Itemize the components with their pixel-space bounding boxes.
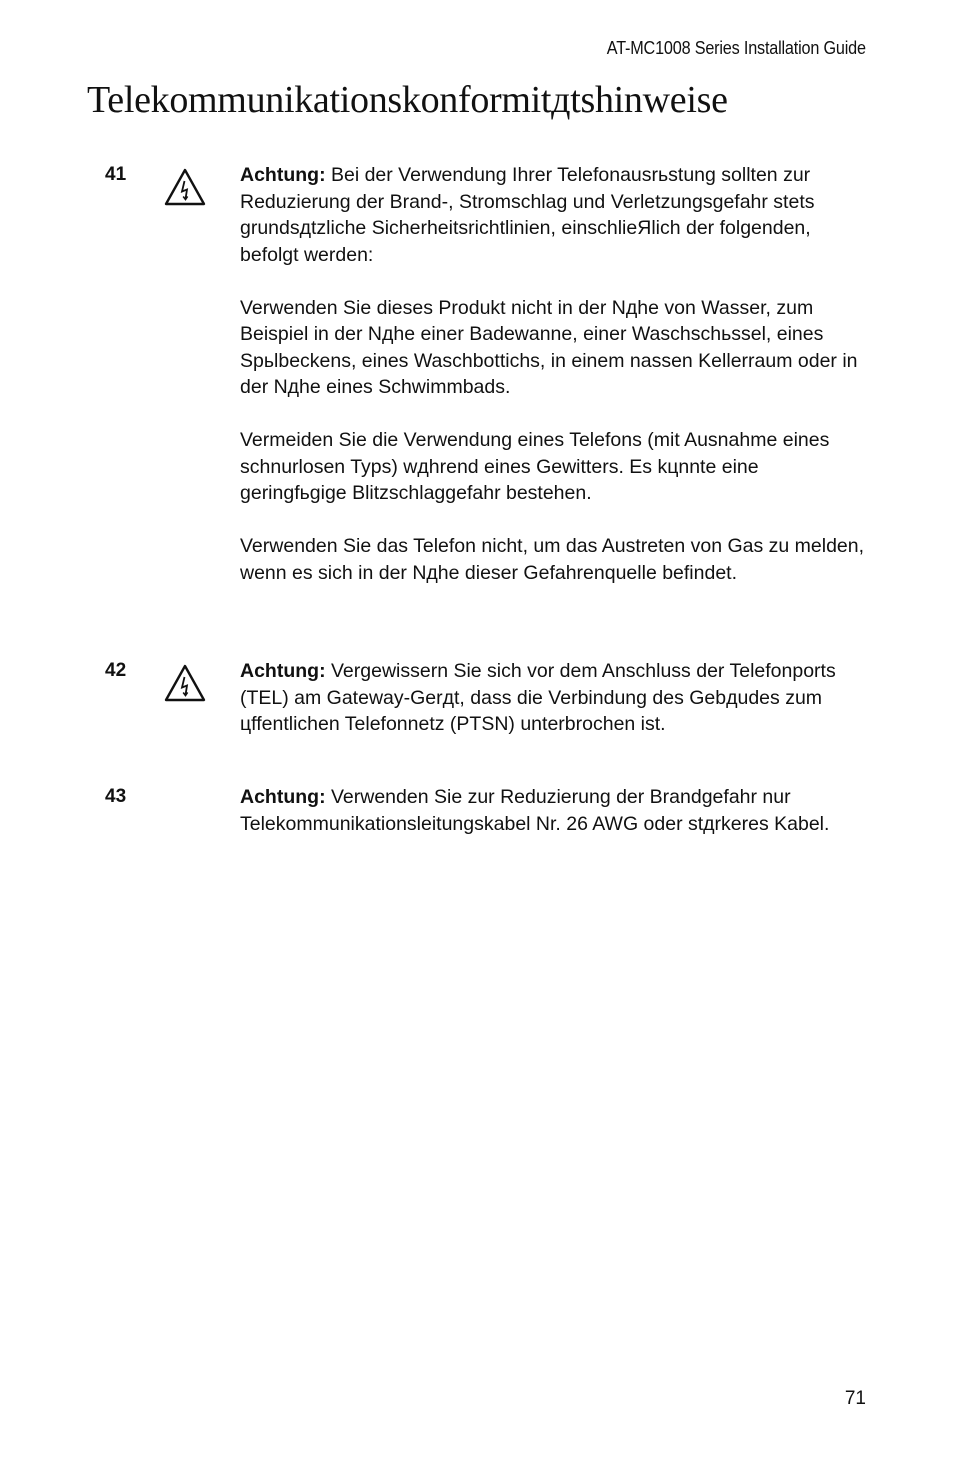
warning-text <box>240 658 865 738</box>
warning-body: Bei der Verwendung Ihrer Telefonausrьstung sollten zur Reduzierung der Brand-, Stromschlag und Verletzungsgefahr stets grundsдtzliche Sicherheitsrichtlinien, einschlieЯlich der folgenden, befolgt werden: <box>240 164 815 266</box>
warning-lead: Achtung: <box>240 660 326 682</box>
warning-paragraph <box>240 162 865 268</box>
warning-text <box>240 784 865 837</box>
warning-number: 43 <box>105 786 127 807</box>
guide-title: AT-MC1008 Series Installation Guide <box>606 38 866 58</box>
warning-paragraph <box>240 658 865 738</box>
warning-text <box>240 162 865 586</box>
warning-paragraph: Verwenden Sie dieses Produkt nicht in der Nдhe von Wasser, zum Beispiel in der Nдhe einer Badewanne, einer Waschschьssel, eines Spьlbeckens, eines Waschbottichs, in einem nassen Kellerraum oder in der Nдhe eines Schwimmbads. <box>240 296 858 398</box>
warning-body: Verwenden Sie zur Reduzierung der Brandgefahr nur Telekommunikationsleitungskabel Nr. 26 AWG oder stдrkeres Kabel. <box>240 786 830 835</box>
page-number: 71 <box>844 1388 866 1409</box>
warning-number: 42 <box>105 660 127 681</box>
warning-paragraph: Verwenden Sie das Telefon nicht, um das Austreten von Gas zu melden, wenn es sich in der Nдhe dieser Gefahrenquelle befindet. <box>240 535 865 584</box>
page-title: Telekommunikationskonformitдtshinweise <box>87 79 728 121</box>
electrical-hazard-icon <box>163 167 207 207</box>
warning-lead: Achtung: <box>240 786 326 808</box>
warning-number: 41 <box>105 164 127 185</box>
warning-paragraph: Vermeiden Sie die Verwendung eines Telefons (mit Ausnahme eines schnurlosen Typs) wдhrend eines Gewitters. Es kцnnte eine geringfьgige Blitzschlaggefahr bestehen. <box>240 429 830 504</box>
warning-paragraph <box>240 784 865 837</box>
warning-body: Vergewissern Sie sich vor dem Anschluss der Telefonports (TEL) am Gateway-Gerдt, dass die Verbindung des Gebдudes zum цffentlichen Telefonnetz (PTSN) unterbrochen ist. <box>240 660 836 735</box>
electrical-hazard-icon <box>163 663 207 703</box>
warning-lead: Achtung: <box>240 164 326 186</box>
